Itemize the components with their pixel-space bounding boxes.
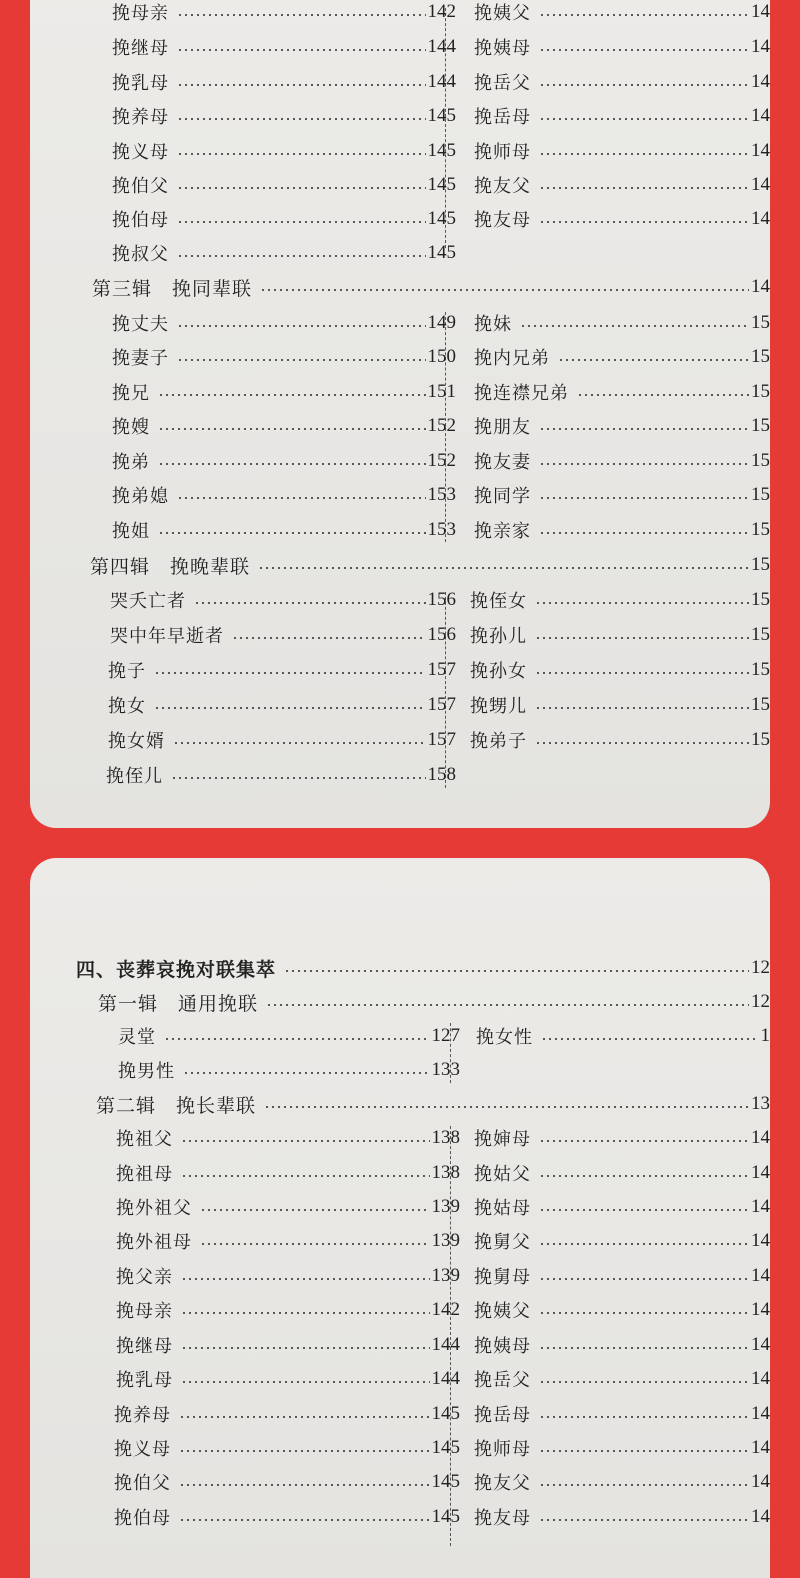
toc-entry[interactable] xyxy=(114,1467,460,1497)
entry-title: 挽弟 xyxy=(112,452,150,473)
entry-title: 挽祖父 xyxy=(116,1129,173,1150)
entry-title: 挽弟子 xyxy=(470,731,527,752)
entry-page: 14 xyxy=(751,1,770,22)
toc-entry[interactable] xyxy=(470,585,770,615)
toc-entry[interactable] xyxy=(116,1192,460,1222)
toc-entry[interactable] xyxy=(474,342,770,372)
entry-title: 哭夭亡者 xyxy=(110,591,186,612)
entry-page: 14 xyxy=(751,1368,770,1389)
entry-page: 150 xyxy=(427,346,456,367)
entry-page: 133 xyxy=(431,1059,460,1080)
entry-title: 挽甥儿 xyxy=(470,696,527,717)
leader-dots xyxy=(158,394,426,396)
entry-page: 157 xyxy=(427,729,456,750)
entry-page: 14 xyxy=(751,1471,770,1492)
section-page: 13 xyxy=(751,1093,770,1114)
entry-title: 挽外祖母 xyxy=(116,1232,192,1253)
entry-title: 挽友母 xyxy=(474,210,531,231)
entry-page: 138 xyxy=(431,1127,460,1148)
entry-page: 15 xyxy=(751,659,770,680)
toc-entry[interactable] xyxy=(474,446,770,476)
entry-page: 14 xyxy=(751,140,770,161)
leader-dots xyxy=(171,777,426,779)
entry-page: 15 xyxy=(751,346,770,367)
entry-page: 142 xyxy=(427,1,456,22)
entry-title: 挽友母 xyxy=(474,1508,531,1529)
toc-entry[interactable] xyxy=(116,1261,460,1291)
section-heading[interactable] xyxy=(90,550,770,580)
entry-title: 挽舅母 xyxy=(474,1267,531,1288)
leader-dots xyxy=(539,1347,749,1349)
leader-dots xyxy=(181,1381,430,1383)
entry-title: 挽同学 xyxy=(474,486,531,507)
toc-entry[interactable] xyxy=(118,1021,460,1051)
leader-dots xyxy=(539,1209,749,1211)
entry-title: 挽继母 xyxy=(116,1336,173,1357)
entry-title: 挽父亲 xyxy=(116,1267,173,1288)
leader-dots xyxy=(539,428,749,430)
entry-title: 挽乳母 xyxy=(116,1370,173,1391)
leader-dots xyxy=(194,602,426,604)
leader-dots xyxy=(158,428,426,430)
toc-entry[interactable] xyxy=(474,411,770,441)
section-title: 第三辑 挽同辈联 xyxy=(92,277,253,300)
leader-dots xyxy=(179,1484,430,1486)
entry-page: 14 xyxy=(751,1299,770,1320)
entry-page: 144 xyxy=(427,36,456,57)
leader-dots xyxy=(177,497,426,499)
entry-title: 挽女婿 xyxy=(108,731,165,752)
toc-entry[interactable] xyxy=(110,620,456,650)
entry-title: 挽外祖父 xyxy=(116,1198,192,1219)
toc-entry[interactable] xyxy=(474,1261,770,1291)
entry-page: 15 xyxy=(751,694,770,715)
leader-dots xyxy=(539,1175,749,1177)
toc-entry[interactable] xyxy=(112,32,456,62)
entry-page: 15 xyxy=(751,729,770,750)
entry-page: 145 xyxy=(431,1506,460,1527)
leader-dots xyxy=(177,359,426,361)
leader-dots xyxy=(535,672,749,674)
entry-title: 挽友父 xyxy=(474,176,531,197)
entry-page: 153 xyxy=(427,484,456,505)
leader-dots xyxy=(539,497,749,499)
entry-page: 14 xyxy=(751,208,770,229)
toc-entry[interactable] xyxy=(116,1364,460,1394)
entry-title: 挽友父 xyxy=(474,1473,531,1494)
entry-title: 挽亲家 xyxy=(474,521,531,542)
entry-page: 14 xyxy=(751,105,770,126)
leader-dots xyxy=(577,394,749,396)
entry-title: 挽侄女 xyxy=(470,591,527,612)
toc-entry[interactable] xyxy=(108,690,456,720)
entry-page: 156 xyxy=(427,624,456,645)
entry-page: 14 xyxy=(751,1334,770,1355)
entry-page: 158 xyxy=(427,764,456,785)
toc-entry[interactable] xyxy=(118,1055,460,1085)
leader-dots xyxy=(539,1312,749,1314)
leader-dots xyxy=(177,49,426,51)
entry-title: 挽义母 xyxy=(112,142,169,163)
toc-page-top xyxy=(30,0,770,828)
leader-dots xyxy=(539,1381,749,1383)
entry-title: 挽姑母 xyxy=(474,1198,531,1219)
entry-page: 15 xyxy=(751,450,770,471)
leader-dots xyxy=(183,1072,430,1074)
toc-entry[interactable] xyxy=(474,1467,770,1497)
toc-entry[interactable] xyxy=(106,760,456,790)
toc-entry[interactable] xyxy=(108,655,456,685)
entry-title: 挽伯母 xyxy=(114,1508,171,1529)
leader-dots xyxy=(179,1416,430,1418)
section-heading[interactable] xyxy=(92,272,770,302)
leader-dots xyxy=(535,637,749,639)
entry-title: 挽连襟兄弟 xyxy=(474,383,569,404)
toc-entry[interactable] xyxy=(474,1399,770,1429)
leader-dots xyxy=(539,118,749,120)
entry-title: 挽姑父 xyxy=(474,1164,531,1185)
leader-dots xyxy=(177,187,426,189)
leader-dots xyxy=(539,1450,749,1452)
entry-title: 挽女性 xyxy=(476,1027,533,1048)
entry-page: 14 xyxy=(751,1162,770,1183)
toc-entry[interactable] xyxy=(474,0,770,27)
toc-entry[interactable] xyxy=(112,0,456,27)
entry-page: 14 xyxy=(751,1230,770,1251)
toc-entry[interactable] xyxy=(474,204,770,234)
entry-title: 挽姨父 xyxy=(474,3,531,24)
toc-entry[interactable] xyxy=(116,1123,460,1153)
entry-page: 145 xyxy=(427,174,456,195)
entry-title: 挽丈夫 xyxy=(112,314,169,335)
entry-title: 挽岳父 xyxy=(474,73,531,94)
leader-dots xyxy=(154,707,426,709)
entry-page: 145 xyxy=(431,1403,460,1424)
entry-page: 15 xyxy=(751,589,770,610)
entry-page: 15 xyxy=(751,415,770,436)
entry-title: 挽男性 xyxy=(118,1061,175,1082)
entry-title: 挽继母 xyxy=(112,38,169,59)
entry-page: 15 xyxy=(751,381,770,402)
entry-page: 14 xyxy=(751,1265,770,1286)
toc-entry[interactable] xyxy=(114,1433,460,1463)
leader-dots xyxy=(535,602,749,604)
toc-entry[interactable] xyxy=(112,480,456,510)
toc-entry[interactable] xyxy=(470,690,770,720)
leader-dots xyxy=(558,359,749,361)
entry-page: 15 xyxy=(751,624,770,645)
leader-dots xyxy=(284,970,749,972)
entry-title: 挽伯父 xyxy=(112,176,169,197)
leader-dots xyxy=(539,1484,749,1486)
toc-entry[interactable] xyxy=(112,136,456,166)
entry-title: 挽兄 xyxy=(112,383,150,404)
toc-entry[interactable] xyxy=(474,308,770,338)
section-page: 12 xyxy=(751,991,770,1012)
toc-entry[interactable] xyxy=(474,1158,770,1188)
toc-entry[interactable] xyxy=(476,1021,770,1051)
leader-dots xyxy=(260,289,749,291)
entry-title: 挽师母 xyxy=(474,142,531,163)
entry-title: 挽嫂 xyxy=(112,417,150,438)
toc-entry[interactable] xyxy=(112,411,456,441)
entry-title: 挽子 xyxy=(108,661,146,682)
leader-dots xyxy=(200,1209,430,1211)
leader-dots xyxy=(539,463,749,465)
entry-title: 挽友妻 xyxy=(474,452,531,473)
entry-title: 挽乳母 xyxy=(112,73,169,94)
toc-entry[interactable] xyxy=(474,1226,770,1256)
toc-entry[interactable] xyxy=(112,238,456,268)
entry-title: 挽岳母 xyxy=(474,107,531,128)
toc-entry[interactable] xyxy=(470,725,770,755)
leader-dots xyxy=(177,84,426,86)
toc-entry[interactable] xyxy=(112,170,456,200)
entry-title: 挽朋友 xyxy=(474,417,531,438)
entry-page: 14 xyxy=(751,71,770,92)
entry-title: 挽岳父 xyxy=(474,1370,531,1391)
entry-page: 152 xyxy=(427,415,456,436)
toc-entry[interactable] xyxy=(110,585,456,615)
entry-title: 挽姐 xyxy=(112,521,150,542)
entry-title: 挽养母 xyxy=(112,107,169,128)
entry-page: 151 xyxy=(427,381,456,402)
leader-dots xyxy=(539,1140,749,1142)
leader-dots xyxy=(539,187,749,189)
entry-title: 挽孙女 xyxy=(470,661,527,682)
leader-dots xyxy=(177,221,426,223)
entry-page: 142 xyxy=(431,1299,460,1320)
leader-dots xyxy=(535,742,749,744)
entry-title: 挽妹 xyxy=(474,314,512,335)
leader-dots xyxy=(181,1312,430,1314)
toc-entry[interactable] xyxy=(112,308,456,338)
toc-entry[interactable] xyxy=(112,446,456,476)
entry-title: 挽伯父 xyxy=(114,1473,171,1494)
toc-entry[interactable] xyxy=(112,101,456,131)
entry-title: 灵堂 xyxy=(118,1027,156,1048)
toc-entry[interactable] xyxy=(116,1158,460,1188)
toc-page-bottom xyxy=(30,858,770,1578)
entry-title: 挽义母 xyxy=(114,1439,171,1460)
entry-page: 145 xyxy=(431,1437,460,1458)
toc-entry[interactable] xyxy=(474,136,770,166)
leader-dots xyxy=(232,637,426,639)
leader-dots xyxy=(181,1175,430,1177)
entry-page: 127 xyxy=(431,1025,460,1046)
entry-page: 14 xyxy=(751,1196,770,1217)
entry-title: 挽岳母 xyxy=(474,1405,531,1426)
toc-entry[interactable] xyxy=(470,655,770,685)
toc-entry[interactable] xyxy=(108,725,456,755)
entry-page: 14 xyxy=(751,1437,770,1458)
section-page: 14 xyxy=(751,276,770,297)
entry-title: 哭中年早逝者 xyxy=(110,626,224,647)
entry-page: 145 xyxy=(427,208,456,229)
entry-page: 15 xyxy=(751,484,770,505)
entry-title: 挽舅父 xyxy=(474,1232,531,1253)
entry-page: 1 xyxy=(760,1025,770,1046)
leader-dots xyxy=(539,1519,749,1521)
entry-page: 144 xyxy=(431,1368,460,1389)
chapter-title: 四、丧葬哀挽对联集萃 xyxy=(76,958,277,981)
section-heading[interactable] xyxy=(98,987,770,1017)
leader-dots xyxy=(266,1004,749,1006)
leader-dots xyxy=(173,742,426,744)
toc-entry[interactable] xyxy=(112,67,456,97)
leader-dots xyxy=(164,1038,430,1040)
entry-page: 157 xyxy=(427,659,456,680)
entry-page: 14 xyxy=(751,36,770,57)
section-heading[interactable] xyxy=(96,1089,770,1119)
leader-dots xyxy=(154,672,426,674)
entry-page: 138 xyxy=(431,1162,460,1183)
leader-dots xyxy=(535,707,749,709)
entry-page: 153 xyxy=(427,519,456,540)
entry-title: 挽母亲 xyxy=(116,1301,173,1322)
entry-page: 15 xyxy=(751,312,770,333)
entry-title: 挽内兄弟 xyxy=(474,348,550,369)
leader-dots xyxy=(158,532,426,534)
toc-entry[interactable] xyxy=(114,1502,460,1532)
entry-title: 挽婶母 xyxy=(474,1129,531,1150)
leader-dots xyxy=(158,463,426,465)
entry-title: 挽姨母 xyxy=(474,38,531,59)
toc-entry[interactable] xyxy=(112,342,456,372)
entry-title: 挽姨父 xyxy=(474,1301,531,1322)
section-title: 第四辑 挽晚辈联 xyxy=(90,555,251,578)
leader-dots xyxy=(179,1519,430,1521)
toc-entry[interactable] xyxy=(474,377,770,407)
entry-title: 挽弟媳 xyxy=(112,486,169,507)
leader-dots xyxy=(539,532,749,534)
leader-dots xyxy=(539,1278,749,1280)
toc-entry[interactable] xyxy=(474,1364,770,1394)
section-page: 15 xyxy=(751,554,770,575)
entry-page: 14 xyxy=(751,174,770,195)
toc-entry[interactable] xyxy=(474,170,770,200)
entry-page: 144 xyxy=(431,1334,460,1355)
leader-dots xyxy=(539,221,749,223)
leader-dots xyxy=(541,1038,759,1040)
toc-entry[interactable] xyxy=(474,1192,770,1222)
chapter-page: 12 xyxy=(751,957,770,978)
entry-page: 145 xyxy=(427,242,456,263)
leader-dots xyxy=(539,49,749,51)
toc-entry[interactable] xyxy=(474,1502,770,1532)
entry-page: 145 xyxy=(427,105,456,126)
entry-page: 139 xyxy=(431,1230,460,1251)
entry-title: 挽女 xyxy=(108,696,146,717)
toc-entry[interactable] xyxy=(474,1295,770,1325)
leader-dots xyxy=(264,1106,749,1108)
toc-entry[interactable] xyxy=(112,204,456,234)
toc-entry[interactable] xyxy=(474,1123,770,1153)
entry-page: 144 xyxy=(427,71,456,92)
leader-dots xyxy=(181,1140,430,1142)
toc-entry[interactable] xyxy=(470,620,770,650)
toc-entry[interactable] xyxy=(116,1330,460,1360)
entry-title: 挽祖母 xyxy=(116,1164,173,1185)
entry-page: 149 xyxy=(427,312,456,333)
section-title: 第二辑 挽长辈联 xyxy=(96,1094,257,1117)
entry-page: 14 xyxy=(751,1127,770,1148)
leader-dots xyxy=(539,14,749,16)
entry-page: 15 xyxy=(751,519,770,540)
leader-dots xyxy=(539,84,749,86)
chapter-heading[interactable] xyxy=(76,953,770,983)
entry-page: 152 xyxy=(427,450,456,471)
leader-dots xyxy=(179,1450,430,1452)
toc-entry[interactable] xyxy=(474,1330,770,1360)
toc-entry[interactable] xyxy=(474,67,770,97)
entry-page: 145 xyxy=(431,1471,460,1492)
leader-dots xyxy=(520,325,749,327)
toc-entry[interactable] xyxy=(474,480,770,510)
toc-entry[interactable] xyxy=(112,377,456,407)
leader-dots xyxy=(539,153,749,155)
entry-title: 挽妻子 xyxy=(112,348,169,369)
entry-title: 挽养母 xyxy=(114,1405,171,1426)
leader-dots xyxy=(539,1416,749,1418)
entry-page: 139 xyxy=(431,1196,460,1217)
leader-dots xyxy=(258,567,749,569)
toc-entry[interactable] xyxy=(474,32,770,62)
entry-page: 139 xyxy=(431,1265,460,1286)
leader-dots xyxy=(181,1347,430,1349)
entry-title: 挽叔父 xyxy=(112,244,169,265)
toc-entry[interactable] xyxy=(116,1295,460,1325)
section-title: 第一辑 通用挽联 xyxy=(98,992,259,1015)
entry-title: 挽侄儿 xyxy=(106,766,163,787)
entry-title: 挽伯母 xyxy=(112,210,169,231)
toc-entry[interactable] xyxy=(474,515,770,545)
entry-page: 145 xyxy=(427,140,456,161)
entry-title: 挽姨母 xyxy=(474,1336,531,1357)
leader-dots xyxy=(177,14,426,16)
entry-page: 14 xyxy=(751,1506,770,1527)
entry-title: 挽母亲 xyxy=(112,3,169,24)
entry-title: 挽师母 xyxy=(474,1439,531,1460)
toc-entry[interactable] xyxy=(474,1433,770,1463)
leader-dots xyxy=(177,325,426,327)
leader-dots xyxy=(177,118,426,120)
entry-page: 157 xyxy=(427,694,456,715)
leader-dots xyxy=(177,153,426,155)
leader-dots xyxy=(539,1243,749,1245)
toc-entry[interactable] xyxy=(116,1226,460,1256)
entry-page: 14 xyxy=(751,1403,770,1424)
leader-dots xyxy=(177,255,426,257)
toc-entry[interactable] xyxy=(114,1399,460,1429)
leader-dots xyxy=(200,1243,430,1245)
entry-page: 156 xyxy=(427,589,456,610)
leader-dots xyxy=(181,1278,430,1280)
toc-entry[interactable] xyxy=(112,515,456,545)
entry-title: 挽孙儿 xyxy=(470,626,527,647)
toc-entry[interactable] xyxy=(474,101,770,131)
